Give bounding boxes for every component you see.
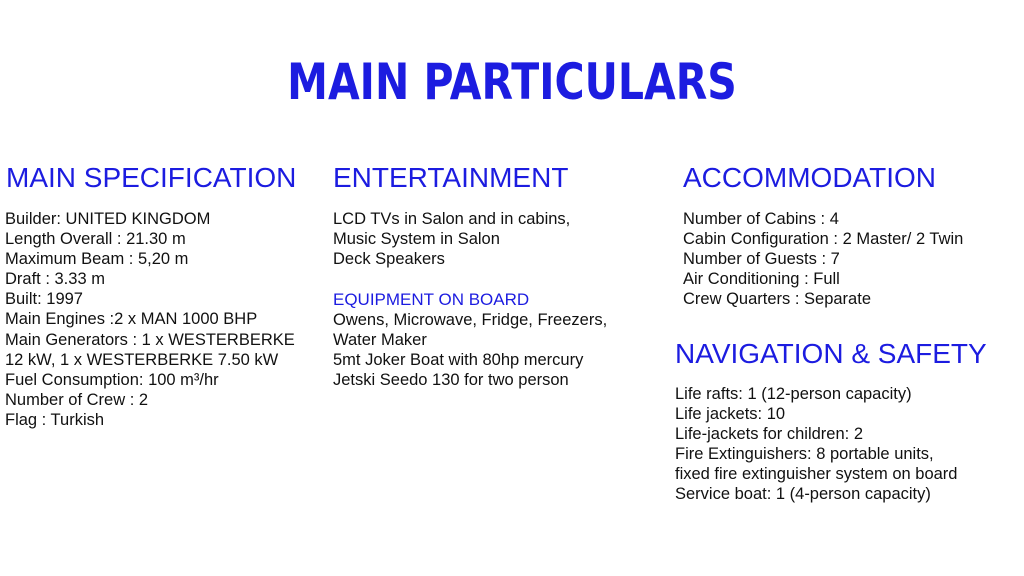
safety-line-life-rafts: Life rafts: 1 (12-person capacity) xyxy=(675,385,912,403)
safety-line-extinguishers: Fire Extinguishers: 8 portable units, xyxy=(675,445,934,464)
equipment-line-appliances: Owens, Microwave, Fridge, Freezers, xyxy=(333,311,608,329)
entertainment-line-speakers: Deck Speakers xyxy=(333,250,445,269)
safety-line-children-jackets: Life-jackets for children: 2 xyxy=(675,425,864,444)
spec-line-flag: Flag : Turkish xyxy=(5,410,105,429)
accommodation-list xyxy=(683,209,963,309)
navigation-safety-list xyxy=(675,384,957,505)
spec-line-generators-cont: 12 kW, 1 x WESTERBERKE 7.50 kW xyxy=(5,350,279,369)
page-title: MAIN PARTICULARS xyxy=(287,53,737,111)
entertainment-line-music: Music System in Salon xyxy=(333,230,500,249)
entertainment-list xyxy=(333,209,570,269)
equipment-line-water-maker: Water Maker xyxy=(333,331,427,350)
entertainment-heading: ENTERTAINMENT xyxy=(333,162,569,193)
spec-line-beam: Maximum Beam : 5,20 m xyxy=(5,250,189,269)
equipment-list xyxy=(333,310,607,390)
equipment-line-joker-boat: 5mt Joker Boat with 80hp mercury xyxy=(333,351,584,370)
main-specification-heading: MAIN SPECIFICATION xyxy=(6,162,297,193)
equipment-heading: EQUIPMENT ON BOARD xyxy=(333,290,530,309)
entertainment-line-tvs: LCD TVs in Salon and in cabins, xyxy=(333,210,571,228)
accommodation-line-guests: Number of Guests : 7 xyxy=(683,250,840,269)
safety-line-fixed-system: fixed fire extinguisher system on board xyxy=(675,465,958,484)
spec-line-built: Built: 1997 xyxy=(5,290,83,309)
accommodation-line-air-conditioning: Air Conditioning : Full xyxy=(683,270,840,289)
spec-line-builder: Builder: UNITED KINGDOM xyxy=(5,210,211,228)
accommodation-line-crew-quarters: Crew Quarters : Separate xyxy=(683,290,871,309)
safety-line-service-boat: Service boat: 1 (4-person capacity) xyxy=(675,485,931,504)
safety-line-life-jackets: Life jackets: 10 xyxy=(675,405,786,424)
spec-line-crew: Number of Crew : 2 xyxy=(5,390,149,409)
equipment-line-jetski: Jetski Seedo 130 for two person xyxy=(333,371,569,390)
spec-line-generators: Main Generators : 1 x WESTERBERKE xyxy=(5,330,295,349)
spec-line-draft: Draft : 3.33 m xyxy=(5,270,105,289)
spec-line-length: Length Overall : 21.30 m xyxy=(5,230,186,249)
main-specification-list xyxy=(5,209,295,430)
spec-line-fuel: Fuel Consumption: 100 m³/hr xyxy=(5,370,219,389)
spec-line-engines: Main Engines :2 x MAN 1000 BHP xyxy=(5,310,258,329)
accommodation-line-cabins: Number of Cabins : 4 xyxy=(683,210,839,228)
accommodation-heading: ACCOMMODATION xyxy=(683,162,937,193)
navigation-safety-heading: NAVIGATION & SAFETY xyxy=(675,338,987,369)
accommodation-line-configuration: Cabin Configuration : 2 Master/ 2 Twin xyxy=(683,230,964,249)
